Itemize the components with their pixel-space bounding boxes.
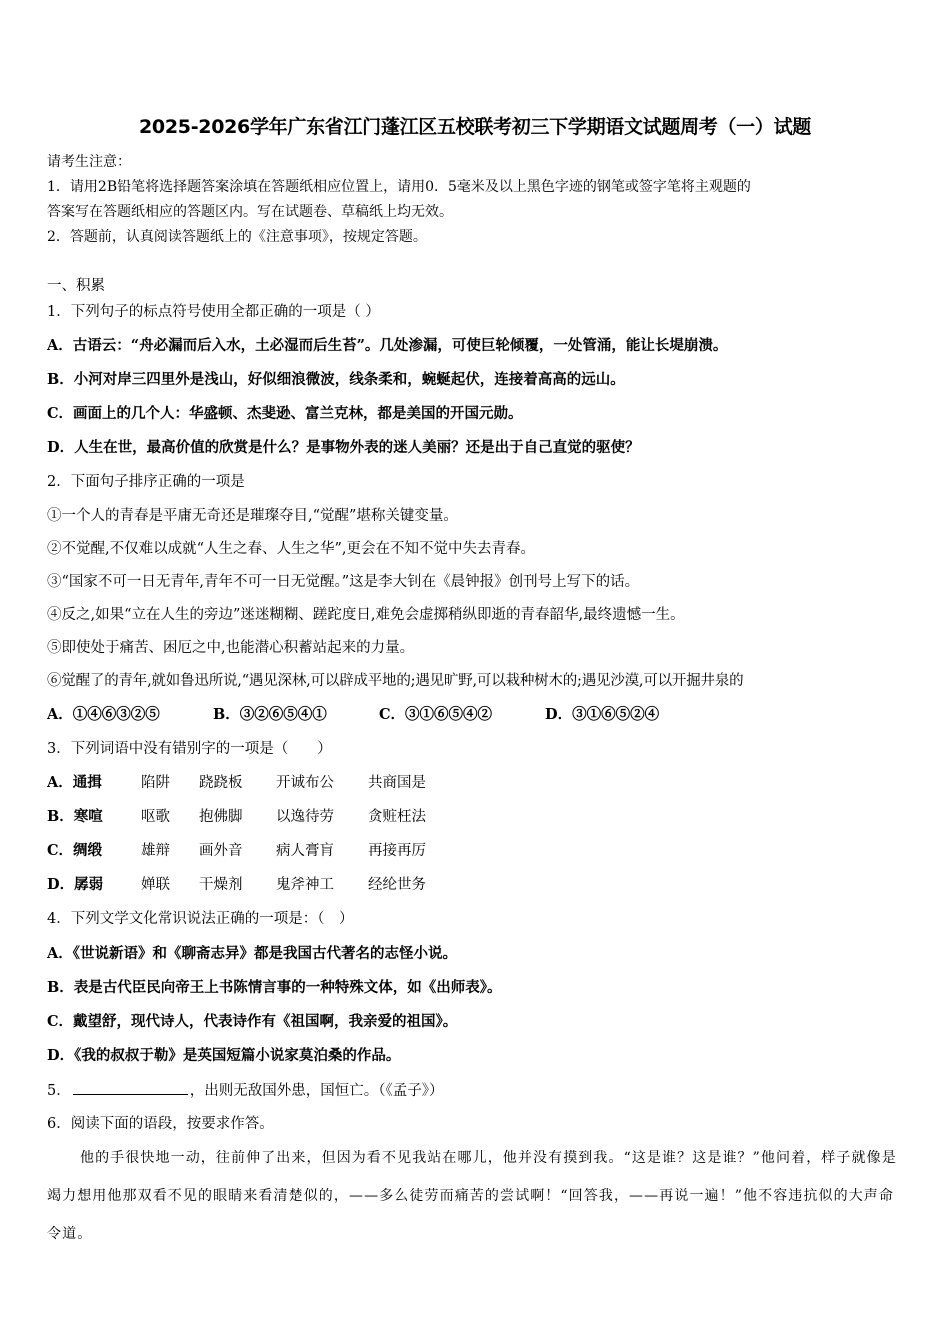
word: 再接再厉 <box>368 843 426 859</box>
reading-passage <box>47 1139 909 1253</box>
question-2-sentence-5: ⑤即使处于痛苦、困厄之中,也能潜心积蓄站起来的力量。 <box>47 640 415 656</box>
notice-heading: 请考生注意： <box>47 154 131 170</box>
question-1-option-a: A．古语云：“舟必漏而后入水，土必湿而后生苔”。几处渗漏，可使巨轮倾覆，一处管涌，能让长堤崩溃。 <box>47 337 728 354</box>
question-6-stem: 6．阅读下面的语段，按要求作答。 <box>47 1116 274 1132</box>
notice-item-2: 2．答题前，认真阅读答题纸上的《注意事项》，按规定答题。 <box>47 229 427 245</box>
question-3-option-a <box>47 773 426 793</box>
question-4-option-c: C．戴望舒，现代诗人，代表诗作有《祖国啊，我亲爱的祖国》。 <box>47 1013 458 1030</box>
word: 雄辩 <box>141 843 170 859</box>
word: 以逸待劳 <box>276 809 334 825</box>
question-2-sentence-2: ②不觉醒,不仅难以成就“人生之春、人生之华”,更会在不知不觉中失去青春。 <box>47 541 536 557</box>
question-2-option-d: D．③①⑥⑤②④ <box>545 706 660 723</box>
word: 婵联 <box>141 877 170 893</box>
question-2-option-a: A．①④⑥③②⑤ <box>47 706 160 723</box>
question-3-stem: 3．下列词语中没有错别字的一项是（ ） <box>47 741 332 757</box>
question-4-option-b: B．表是古代臣民向帝王上书陈情言事的一种特殊文体，如《出师表》。 <box>47 979 502 996</box>
word: 经纶世务 <box>368 877 426 893</box>
word: 陷阱 <box>141 775 170 791</box>
question-2-sentence-4: ④反之,如果“立在人生的旁边”迷迷糊糊、蹉跎度日,难免会虚掷稍纵即逝的青春韶华,最终遗憾一生。 <box>47 607 685 623</box>
word: 画外音 <box>199 843 243 859</box>
passage-paragraph: 他的手很快地一动，往前伸了出来，但因为看不见我站在哪儿，他并没有摸到我。“这是谁？这是谁？”他问着，样子就像是竭力想用他那双看不见的眼睛来看清楚似的，——多么徒劳而痛苦的尝试啊！“回答我，——再说一遍！”他不容违抗似的大声命令道。 <box>47 1150 897 1242</box>
question-2-options <box>47 705 659 725</box>
notice-item-1-line-2: 答案写在答题纸相应的答题区内。写在试题卷、草稿纸上均无效。 <box>47 204 453 220</box>
question-2-sentence-6: ⑥觉醒了的青年,就如鲁迅所说,“遇见深林,可以辟成平地的;遇见旷野,可以栽种树木的;遇见沙漠,可以开掘井泉的 <box>47 673 744 689</box>
word: A．通揖 <box>47 774 102 791</box>
section-heading: 一、积累 <box>47 278 105 294</box>
question-1-option-b: B．小河对岸三四里外是浅山，好似细浪微波，线条柔和，蜿蜒起伏，连接着高高的远山。 <box>47 371 625 388</box>
question-2-option-c: C．③①⑥⑤④② <box>379 706 493 723</box>
question-2-sentence-1: ①一个人的青春是平庸无奇还是璀璨夺目,“觉醒”堪称关键变量。 <box>47 508 458 524</box>
word: B．寒喧 <box>47 808 103 825</box>
question-4-stem: 4．下列文学文化常识说法正确的一项是：（ ） <box>47 911 354 927</box>
word: 抱佛脚 <box>199 809 243 825</box>
word: D．孱弱 <box>47 876 104 893</box>
notice-item-1-line-1: 1．请用2B铅笔将选择题答案涂填在答题纸相应位置上，请用0．5毫米及以上黑色字迹的钢笔或签字笔将主观题的 <box>47 179 751 195</box>
question-2-stem: 2．下面句子排序正确的一项是 <box>47 474 245 490</box>
word: 共商国是 <box>368 775 426 791</box>
word: 贪赃枉法 <box>368 809 426 825</box>
question-2-option-b: B．③②⑥⑤④① <box>213 706 327 723</box>
question-5-text: ，出则无敌国外患，国恒亡。（《孟子》） <box>189 1083 444 1099</box>
question-1-option-c: C．画面上的几个人：华盛顿、杰斐逊、富兰克林，都是美国的开国元勋。 <box>47 405 523 422</box>
question-2-sentence-3: ③“国家不可一日无青年,青年不可一日无觉醒。”这是李大钊在《晨钟报》创刊号上写下的话。 <box>47 574 640 590</box>
question-4-option-d: D．《我的叔叔于勒》是英国短篇小说家莫泊桑的作品。 <box>47 1047 401 1064</box>
question-3-option-c <box>47 841 426 861</box>
word: 呕歌 <box>141 809 170 825</box>
question-1-option-d: D．人生在世，最高价值的欣赏是什么？是事物外表的迷人美丽？还是出于自己直觉的驱使？ <box>47 439 640 456</box>
word: C．绸缎 <box>47 842 103 859</box>
word: 跷跷板 <box>199 775 243 791</box>
word: 病人膏肓 <box>276 843 334 859</box>
question-5 <box>47 1080 443 1101</box>
question-1-stem: 1．下列句子的标点符号使用全都正确的一项是（ ） <box>47 304 380 320</box>
question-3-option-d <box>47 875 426 895</box>
question-5-number: 5． <box>47 1083 71 1099</box>
answer-blank <box>73 1080 188 1095</box>
question-4-option-a: A．《世说新语》和《聊斋志异》都是我国古代著名的志怪小说。 <box>47 945 457 962</box>
word: 鬼斧神工 <box>276 877 334 893</box>
word: 开诚布公 <box>276 775 334 791</box>
question-3-option-b <box>47 807 426 827</box>
page-title: 2025-2026学年广东省江门蓬江区五校联考初三下学期语文试题周考（一）试题 <box>139 116 811 138</box>
word: 干燥剂 <box>199 877 243 893</box>
